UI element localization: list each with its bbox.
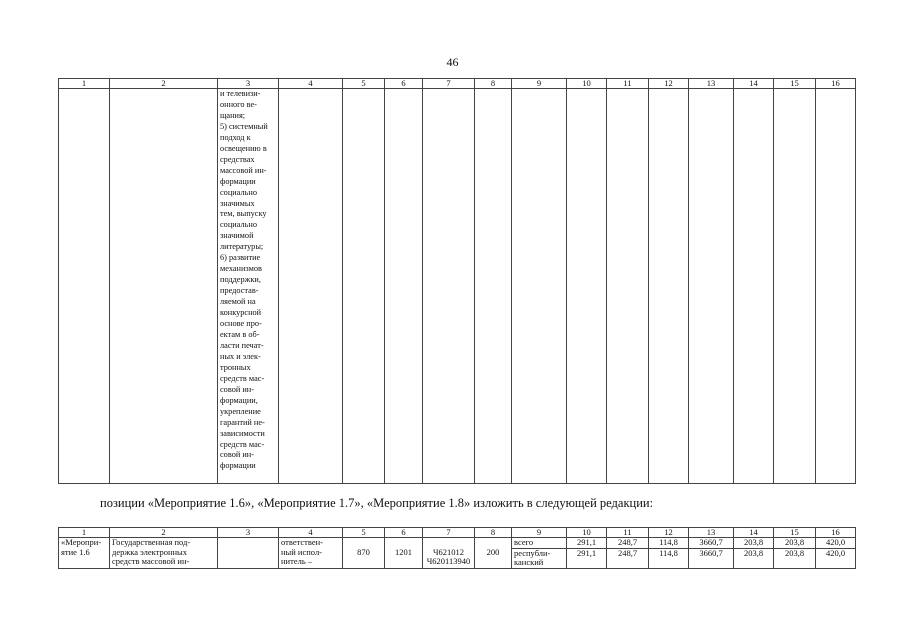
col-num: 5 [343,528,385,538]
text-line: предостав- [220,286,259,296]
text-line: освещению в [220,143,267,153]
table-row [59,89,856,484]
text-line: средствах [220,154,255,164]
source-cell [512,538,567,569]
col-num: 2 [110,528,218,538]
col-num: 12 [649,79,689,89]
table-cell [512,89,567,484]
col-num: 15 [774,79,816,89]
text-line: ятие 1.6 [61,546,90,557]
text-line: формации [220,176,256,186]
col-num: 10 [567,79,607,89]
col-num: 9 [512,528,567,538]
column-number-row [59,79,856,89]
code-cell [343,538,385,569]
text-line: социально [220,187,257,197]
value-cell: 248,7 248,7 [607,538,649,569]
col-num: 8 [475,528,512,538]
text-line: республи- [514,547,551,558]
continuation-table [58,78,856,484]
table-cell [59,89,110,484]
text-line: 5) системный [220,121,268,131]
text-line: гарантий не- [220,417,265,427]
value-cell: 291,1 291,1 [567,538,607,569]
text-line: тронных [220,362,251,372]
col-num: 1 [59,528,110,538]
page-number: 46 [446,55,459,69]
text-line: зависимости [220,428,265,438]
text-line: 870 [357,546,370,557]
table-cell [734,89,774,484]
table-cell [385,89,423,484]
table-cell [774,89,816,484]
text-line: всего [512,538,566,549]
text-line: 6) развитие [220,253,261,263]
text-line: онного ве- [220,99,257,109]
col-num: 16 [816,79,856,89]
table-cell [567,89,607,484]
col-num: 12 [649,528,689,538]
amendment-instruction: позиции «Мероприятие 1.6», «Мероприятие 1.7», «Мероприятие 1.8» изложить в следующей редакции: [100,496,654,510]
table-cell [607,89,649,484]
value-cell: 420,0 420,0 [816,538,856,569]
measure-id-cell [59,538,110,569]
col-num: 11 [607,528,649,538]
text-line: укрепление [220,406,261,416]
text-line: ный испол- [281,546,323,557]
value-cell: 203,8 203,8 [734,538,774,569]
text-line: формации [220,461,256,471]
table-cell [423,89,475,484]
col-num: 3 [218,528,279,538]
table-row [59,538,856,569]
text-line: конкурсной [220,308,262,318]
code-cell [385,538,423,569]
text-line: «Меропри- [61,537,102,547]
col-num: 13 [689,79,734,89]
text-line: и телевизи- [220,89,261,98]
text-line: ных и элек- [220,351,261,361]
text-line: держка электронных [112,546,188,557]
col-num: 4 [279,79,343,89]
text-line: Государственная под- [112,537,191,547]
code-cell [423,538,475,569]
text-line: значимых [220,198,255,208]
col-num: 6 [385,528,423,538]
measure-description-cell [218,89,279,484]
text-line: щания; [220,110,246,120]
col-num: 16 [816,528,856,538]
responsible-cell [279,538,343,569]
col-num: 7 [423,79,475,89]
text-line: средств мас- [220,373,265,383]
code-cell [475,538,512,569]
text-line: литературы; [220,242,264,252]
col-num: 4 [279,528,343,538]
text-line: совой ин- [220,450,254,460]
col-num: 2 [110,79,218,89]
text-line: значимой [220,231,254,241]
text-line: социально [220,220,257,230]
table-cell [649,89,689,484]
text-line: Ч620113940 [426,556,471,566]
value-cell: 114,8 114,8 [649,538,689,569]
table-cell [475,89,512,484]
col-num: 13 [689,528,734,538]
table-cell [343,89,385,484]
table-cell [279,89,343,484]
text-line: средств массовой ин- [112,556,190,566]
col-num: 6 [385,79,423,89]
text-line: подход к [220,132,251,142]
col-num: 10 [567,528,607,538]
text-line: поддержки, [220,275,261,285]
table-cell [816,89,856,484]
text-line: 1201 [395,546,412,557]
text-line: механизмов [220,264,262,274]
col-num: 14 [734,528,774,538]
col-num: 15 [774,528,816,538]
table-cell [110,89,218,484]
text-line: основе про- [220,319,262,329]
text-line: формации, [220,395,258,405]
col-num: 1 [59,79,110,89]
col-num: 11 [607,79,649,89]
text-line: нитель – [281,556,313,566]
text-line: ляемой на [220,297,256,307]
text-line: Ч621012 [432,546,465,557]
col-num: 3 [218,79,279,89]
text-line: ласти печат- [220,340,264,350]
value-cell: 203,8 203,8 [774,538,816,569]
table-cell [218,538,279,569]
text-line: тем, выпуску [220,209,267,219]
table-cell [689,89,734,484]
measure-name-cell [110,538,218,569]
col-num: 5 [343,79,385,89]
text-line: совой ин- [220,384,254,394]
text-line: ответствен- [281,537,324,547]
col-num: 8 [475,79,512,89]
text-line: 200 [486,546,500,557]
text-line: ектам в об- [220,329,260,339]
column-number-row [59,528,856,538]
col-num: 9 [512,79,567,89]
table-bottom-border [59,483,856,484]
text-line: средств мас- [220,439,265,449]
text-line: канский [514,557,544,567]
amended-measures-table [58,527,856,569]
col-num: 7 [423,528,475,538]
col-num: 14 [734,79,774,89]
text-line: массовой ин- [220,165,267,175]
value-cell: 3660,7 3660,7 [689,538,734,569]
